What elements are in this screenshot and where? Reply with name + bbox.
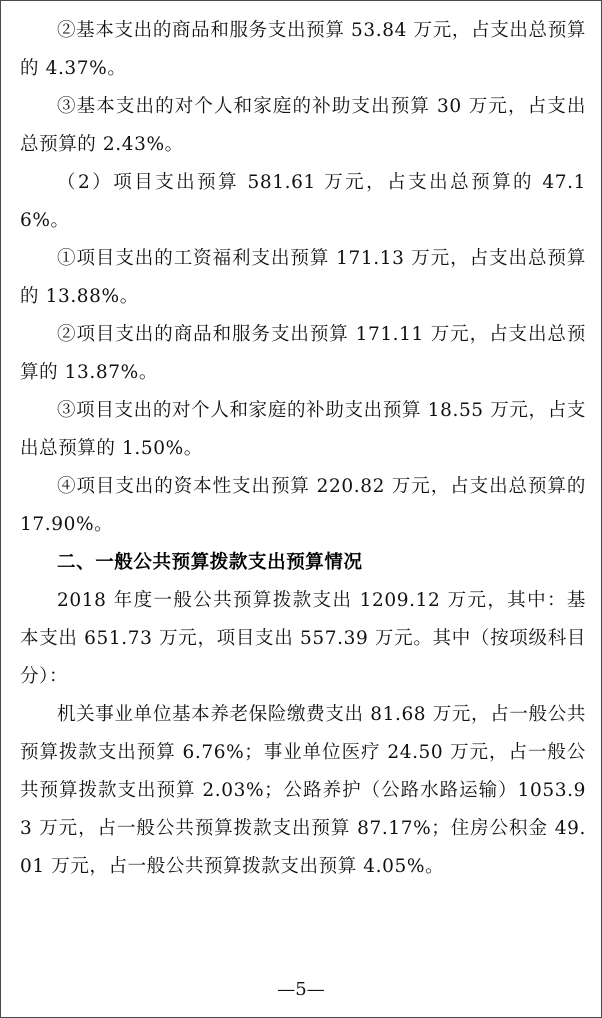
document-body (20, 12, 586, 886)
paragraph-general-budget-total: 2018 年度一般公共预算拨款支出 1209.12 万元，其中：基本支出 651.73 万元，项目支出 557.39 万元。其中（按项级科目分）： (20, 590, 586, 687)
paragraph-project-capital: ④项目支出的资本性支出预算 220.82 万元，占支出总预算的 17.90%。 (20, 476, 586, 535)
page-number: —5— (277, 979, 325, 1000)
paragraph-project-goods-services: ②项目支出的商品和服务支出预算 171.11 万元，占支出总预算的 13.87%。 (20, 324, 586, 383)
paragraph-basic-household-subsidy: ③基本支出的对个人和家庭的补助支出预算 30 万元，占支出总预算的 2.43%。 (20, 96, 586, 155)
paragraph-project-household-subsidy: ③项目支出的对个人和家庭的补助支出预算 18.55 万元，占支出总预算的 1.50%。 (20, 400, 586, 459)
paragraph-project-wages: ①项目支出的工资福利支出预算 171.13 万元，占支出总预算的 13.88%。 (20, 248, 586, 307)
section-heading: 二、一般公共预算拨款支出预算情况 (57, 552, 363, 573)
paragraph-project-budget: （2）项目支出预算 581.61 万元，占支出总预算的 47.16%。 (20, 172, 586, 231)
paragraph-general-budget-items: 机关事业单位基本养老保险缴费支出 81.68 万元，占一般公共预算拨款支出预算 6.76%；事业单位医疗 24.50 万元，占一般公共预算拨款支出预算 2.03%；公路养护（公路水路运输）1053.93 万元，占一般公共预算拨款支出预算 87.17%；住房公积金 49.01 万元，占一般公共预算拨款支出预算 4.05%。 (20, 704, 586, 877)
paragraph-basic-goods-services: ②基本支出的商品和服务支出预算 53.84 万元，占支出总预算的 4.37%。 (20, 20, 586, 79)
